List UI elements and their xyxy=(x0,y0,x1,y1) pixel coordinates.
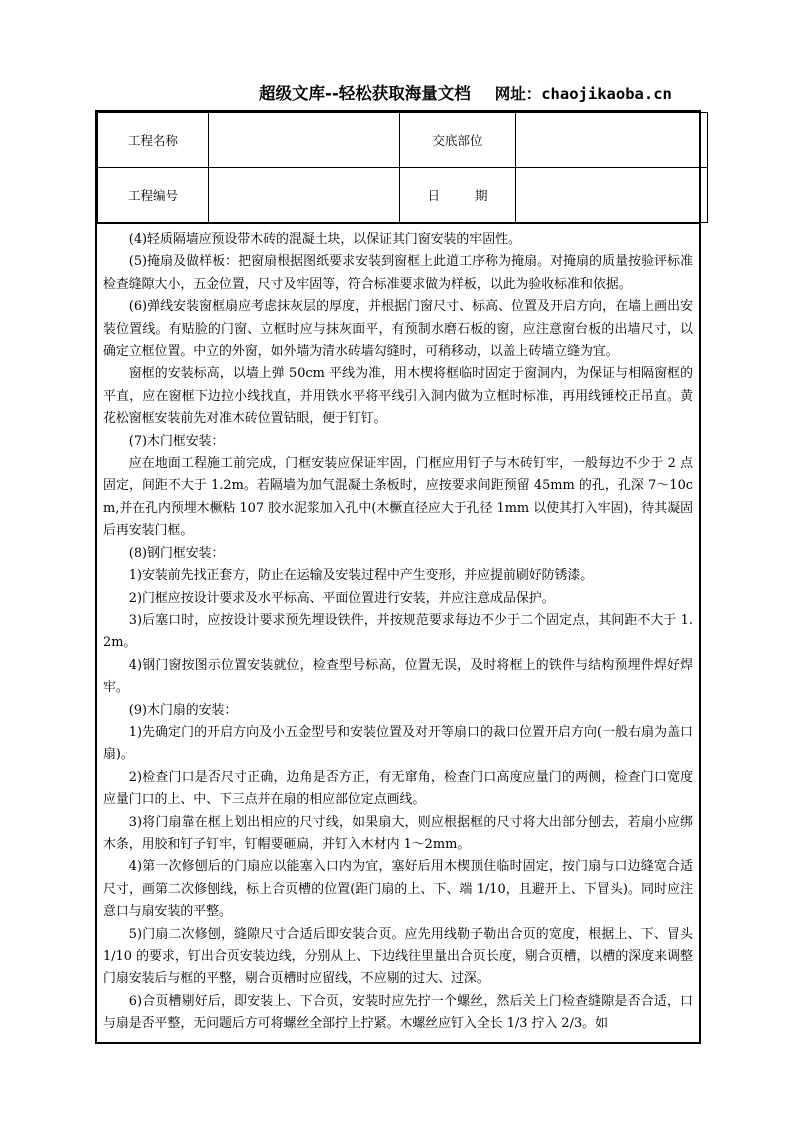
info-table xyxy=(97,112,708,223)
cell-date-label xyxy=(400,168,516,223)
body-text xyxy=(103,229,693,1036)
header-url: chaojikaoba.cn xyxy=(541,85,672,103)
body-paragraph: 6)合页槽剔好后，即安装上、下合页，安装时应先拧一个螺丝，然后关上门检查缝隙是否合适，口与扇是否平整，无问题后方可将螺丝全部拧上拧紧。木螺丝应钉入全长 1/3 拧入 2/3。如 xyxy=(103,993,693,1032)
header-url-label: 网址： xyxy=(494,85,542,103)
document-header xyxy=(95,78,701,104)
body-paragraph: (8)钢门框安装： xyxy=(128,545,225,561)
document-frame xyxy=(95,110,701,1044)
header-title: 超级文库--轻松获取海量文档 xyxy=(259,84,471,103)
cell-disclosure-part-label: 交底部位 xyxy=(400,113,516,168)
body-paragraph: 1)安装前先找正套方，防止在运输及安装过程中产生变形，并应提前刷好防锈漆。 xyxy=(128,568,594,584)
body-paragraph: 3)将门扇靠在框上划出相应的尺寸线，如果扇大，则应根据框的尺寸将大出部分刨去，若扇小应绑木条，用胶和钉子钉牢，钉帽要砸扁，并钉入木材内 1～2mm。 xyxy=(103,814,693,852)
body-paragraph: 应在地面工程施工前完成，门框安装应保证牢固，门框应用钉子与木砖钉牢，一般每边不少于 2 点固定，间距不大于 1.2m。若隔墙为加气混凝土条板时，应按要求间距预留 45mm 的孔，孔深 7～10cm,并在孔内预埋木橛粘 107 胶水泥浆加入孔中(木橛直径应大于孔径 1mm 以使其打入牢固)，待其凝固后再安装门框。 xyxy=(103,456,693,539)
body-paragraph: 2)检查门口是否尺寸正确，边角是否方正，有无窜角，检查门口高度应量门的两侧，检查门口宽度应量门口的上、中、下三点并在扇的相应部位定点画线。 xyxy=(103,769,693,808)
body-paragraph: 4)第一次修刨后的门扇应以能塞入口内为宜，塞好后用木楔顶住临时固定，按门扇与口边缝宽合适尺寸，画第二次修刨线，标上合页槽的位置(距门扇的上、下、端 1/10，且避开上、下冒头)。同时应注意口与扇安装的平整。 xyxy=(103,859,693,920)
body-content-cell xyxy=(97,223,699,1042)
cell-date-value[interactable] xyxy=(516,168,708,223)
table-row xyxy=(98,113,708,168)
body-paragraph: 3)后塞口时，应按设计要求预先埋设铁件，并按规范要求每边不少于二个固定点，其间距不大于 1.2m。 xyxy=(103,612,693,651)
body-paragraph: (9)木门扇的安装： xyxy=(128,702,238,718)
body-paragraph: (6)弹线安装窗框扇应考虑抹灰层的厚度，并根据门窗尺寸、标高、位置及开启方向，在墙上画出安装位置线。有贴脸的门窗、立框时应与抹灰面平，有预制水磨石板的窗，应注意窗台板的出墙尺寸，以确定立框位置。中立的外窗，如外墙为清水砖墙勾缝时，可稍移动，以盖上砖墙立缝为宜。 xyxy=(103,299,693,360)
body-paragraph: 4)钢门窗按图示位置安装就位，检查型号标高，位置无误，及时将框上的铁件与结构预埋件焊好焊牢。 xyxy=(103,657,693,696)
cell-project-name-label: 工程名称 xyxy=(98,113,209,168)
body-paragraph: (5)掩扇及做样板：把窗扇根据图纸要求安装到窗框上此道工序称为掩扇。对掩扇的质量按验评标准检查缝隙大小，五金位置，尺寸及牢固等，符合标准要求做为样板，以此为验收标准和依据。 xyxy=(103,254,693,292)
cell-project-number-value[interactable] xyxy=(209,168,400,223)
cell-project-number-label: 工程编号 xyxy=(98,168,209,223)
body-paragraph: (4)轻质隔墙应预设带木砖的混凝土块，以保证其门窗安装的牢固性。 xyxy=(128,232,521,247)
table-row xyxy=(98,168,708,223)
body-paragraph: 窗框的安装标高，以墙上弹 50cm 平线为准，用木楔将框临时固定于窗洞内，为保证与相隔窗框的平直，应在窗框下边拉小线找直，并用铁水平将平线引入洞内做为立框时标准，再用线锤校正吊直。黄花松窗框安装前先对准木砖位置钻眼，便于钉钉。 xyxy=(103,366,693,427)
cell-project-name-value[interactable] xyxy=(209,113,400,168)
body-paragraph: 2)门框应按设计要求及水平标高、平面位置进行安装，并应注意成品保护。 xyxy=(128,590,555,606)
body-paragraph: (7)木门框安装： xyxy=(128,433,225,449)
body-paragraph: 1)先确定门的开启方向及小五金型号和安装位置及对开等扇口的裁口位置开启方向(一般右扇为盖口扇)。 xyxy=(103,724,693,763)
body-paragraph: 5)门扇二次修刨，缝隙尺寸合适后即安装合页。应先用线勒子勒出合页的宽度，根据上、下、冒头 1/10 的要求，钉出合页安装边线，分别从上、下边线往里量出合页长度，剔合页槽，以槽的深度来调整门扇安装后与框的平整，剔合页槽时应留线，不应剔的过大、过深。 xyxy=(103,926,693,987)
date-label-text: 日 期 xyxy=(427,188,499,203)
cell-disclosure-part-value[interactable] xyxy=(516,113,708,168)
